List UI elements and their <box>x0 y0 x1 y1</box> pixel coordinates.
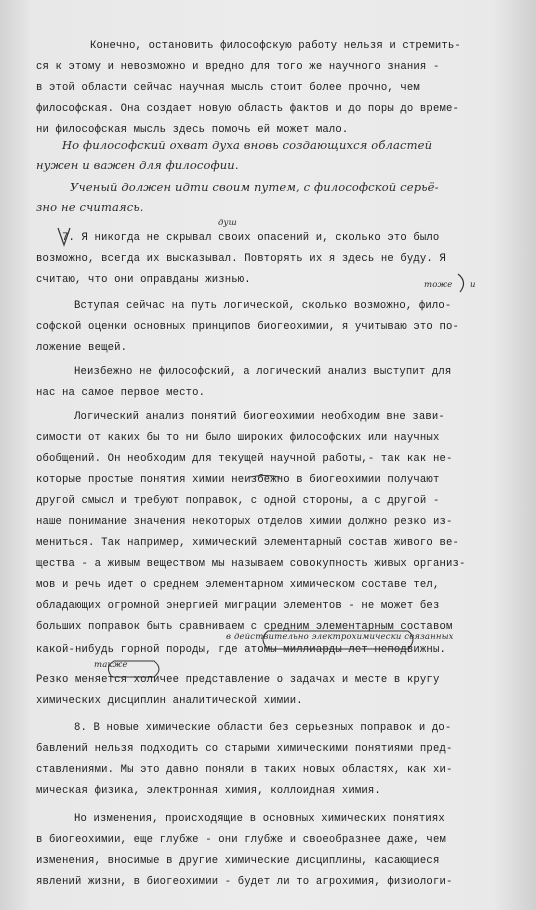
typed-line: наше понимание значения некоторых отделов химии должно резко из- <box>36 516 453 528</box>
typed-line: обладающих огромной энергией миграции элементов - не может без <box>36 600 440 612</box>
handwritten-note: зно не считаясь. <box>36 200 144 214</box>
handwritten-insert: в действительно электрохимически связанных <box>226 632 454 642</box>
typed-line: химических дисциплин аналитической химии. <box>36 695 303 707</box>
handwritten-note: Ученый должен идти своим путем, с философской серьё- <box>70 180 439 194</box>
typed-line: щества - а живым веществом мы называем совокупность живых организ- <box>36 558 466 570</box>
typed-line: считаю, что они оправданы жизнью. <box>36 274 251 286</box>
typed-line: Конечно, остановить философскую работу нельзя и стремить- <box>90 40 461 52</box>
typed-line: Но изменения, происходящие в основных химических понятиях <box>74 813 445 825</box>
typed-line: 8. В новые химические области без серьезных поправок и до- <box>74 722 452 734</box>
typed-line: возможно, всегда их высказывал. Повторять их я здесь не буду. Я <box>36 253 446 265</box>
handwritten-insert: и <box>470 280 476 290</box>
typed-line: мическая физика, электронная химия, коллоидная химия. <box>36 785 381 797</box>
typed-line: Логический анализ понятий биогеохимии необходим вне зави- <box>74 411 445 423</box>
typed-line: Неизбежно не философский, а логический анализ выступит для <box>74 366 452 378</box>
typed-line: симости от каких бы то ни было широких философских или научных <box>36 432 440 444</box>
typed-line: больших поправок быть сравниваем с средним элементарным составом <box>36 621 453 633</box>
typed-line: 7. Я никогда не скрывал своих опасений и, сколько это было <box>62 232 440 244</box>
typed-line: которые простые понятия химии неизбежно в биогеохимии получают <box>36 474 440 486</box>
handwritten-note: нужен и важен для философии. <box>36 158 239 172</box>
typed-line: ставлениями. Мы это давно поняли в таких новых областях, как хи- <box>36 764 453 776</box>
typed-line: ложение вещей. <box>36 342 128 354</box>
typed-line: бавлений нельзя подходить со старыми химическими понятиями пред- <box>36 743 453 755</box>
typed-line: Вступая сейчас на путь логической, сколько возможно, фило- <box>74 300 452 312</box>
typed-line: в биогеохимии, еще глубже - они глубже и своеобразнее даже, чем <box>36 834 446 846</box>
handwritten-insert: душ <box>218 218 237 228</box>
typed-line: явлений жизни, в биогеохимии - будет ли то агрохимия, физиологи- <box>36 876 453 888</box>
typed-line: мениться. Так например, химический элементарный состав живого ве- <box>36 537 459 549</box>
handwritten-insert: также <box>94 660 128 670</box>
typed-line: софской оценки основных принципов биогеохимии, я учитываю это по- <box>36 321 459 333</box>
bracket-mark <box>458 274 464 292</box>
typed-line: какой-нибудь горной породы, где атомы миллиарды лет неподвижны. <box>36 644 446 656</box>
typed-line: философская. Она создает новую область фактов и до поры до време- <box>36 103 459 115</box>
typed-line: ни философская мысль здесь помочь ей может мало. <box>36 124 349 136</box>
typed-line: нас на самое первое место. <box>36 387 206 399</box>
typed-line: изменения, вносимые в другие химические дисциплины, касающиеся <box>36 855 440 867</box>
typed-line: Резко меняется холичее представление о задачах и месте в кругу <box>36 674 440 686</box>
typed-line: ся к этому и невозможно и вредно для того же научного знания - <box>36 61 440 73</box>
typed-line: мов и речь идет о среднем элементарном химическом составе тел, <box>36 579 440 591</box>
typed-line: в этой области сейчас научная мысль стоит более прочно, чем <box>36 82 420 94</box>
handwritten-note: Но философский охват духа вновь создающихся областей <box>62 138 433 152</box>
typed-line: обобщений. Он необходим для текущей научной работы,- так как не- <box>36 453 453 465</box>
handwritten-insert: тоже <box>424 280 453 290</box>
typed-line: другой смысл и требуют поправок, с одной стороны, а с другой - <box>36 495 440 507</box>
